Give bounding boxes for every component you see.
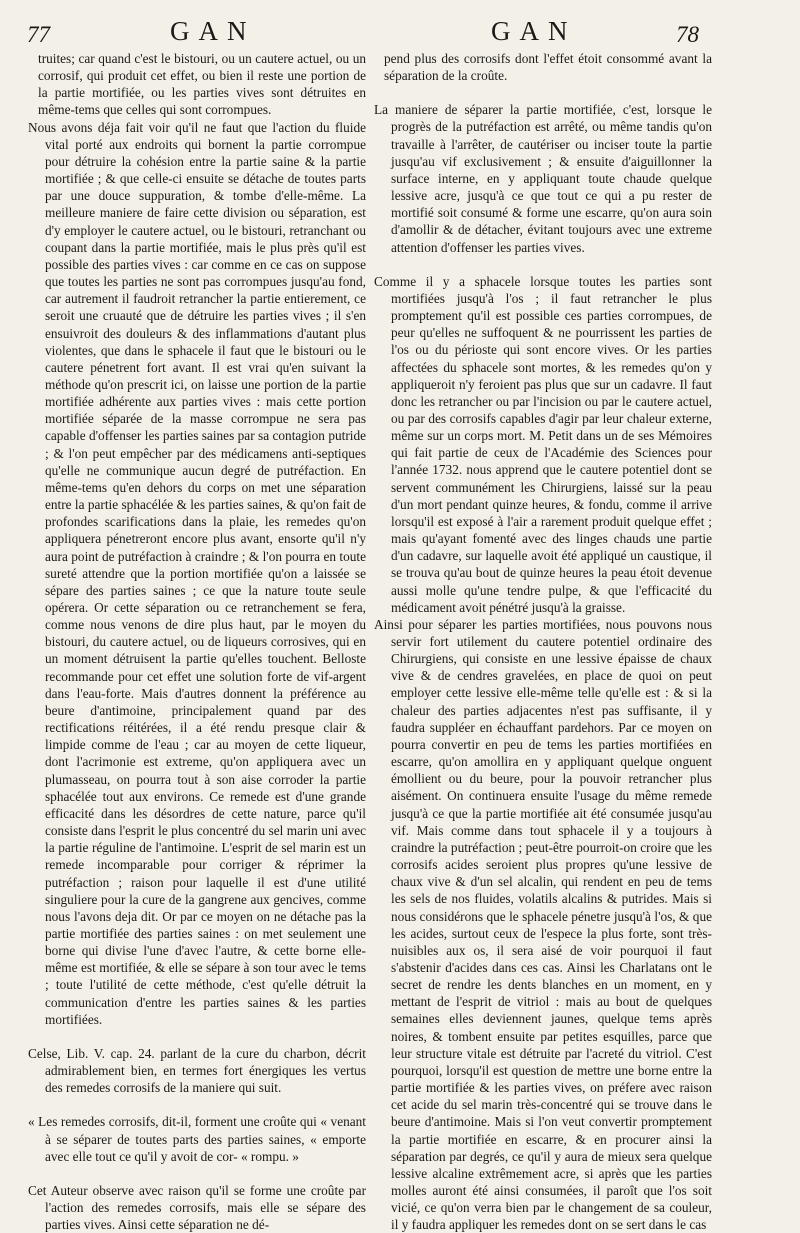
paragraph: Comme il y a sphacele lorsque toutes les parties sont mortifiées jusqu'à l'os ; il faut retrancher le plus promptement qu'il est possible ces parties corrompues, de peur qu'elles ne suffoquent & ne pourrissent les parties de l'os ou du périoste qui sont encore vives. Or les parties affectées du sphacele sont mortes, & les remedes qu'on y appliqueroit n'y feroient pas plus que sur un cadavre. Il faut donc les retrancher ou par l'incision ou par le cautere actuel, ou par des corrosifs capables d'agir par leur chaleur externe, même sur un corps mort. M. Petit dans un de ses Mémoires qui fait partie de ceux de l'Académie des Sciences pour l'année 1732. nous apprend que le cautere potentiel dont se servent communément les Chirurgiens, laissé sur la peau d'un mort pendant quinze heures, & fondu, comme il arrive lorsqu'il est exposé à l'air a rarement produit quelque effet ; mais qu'ayant fomenté avec des linges chauds une partie d'un cadavre, sur laquelle avoit été appliqué un caustique, il se trouva qu'au bout de quinze heures la peau étoit devenue aussi molle qu'une tendre pulpe, & que l'efficacité du médicament avoit pénétré jusqu'à la graisse.: [374, 273, 712, 615]
quotation: « Les remedes corrosifs, dit-il, forment une croûte qui « venant à se séparer de toutes parts des parties saines, « emporte avec elle tout ce qu'il y avoit de cor- « rompu. »: [28, 1114, 366, 1164]
paragraph: Cet Auteur observe avec raison qu'il se forme une croûte par l'action des remedes corrosifs, mais elle se sépare des parties vives. Ainsi cette séparation ne dé-: [28, 1182, 366, 1233]
running-header: [0, 14, 800, 48]
running-title-left: GAN: [170, 16, 256, 46]
paragraph: truites; car quand c'est le bistouri, ou un cautere actuel, ou un corrosif, qui produit cet effet, ou bien il reste une portion de la partie mortifiée, ou les parties vives sont détruites en même-tems que celles qui sont corrompues.: [38, 51, 366, 118]
paragraph: Celse, Lib. V. cap. 24. parlant de la cure du charbon, décrit admirablement bien, en termes fort énergiques les vertus des remedes corrosifs de la maniere qui suit.: [28, 1045, 366, 1096]
paragraph: La maniere de séparer la partie mortifiée, c'est, lorsque le progrès de la putréfaction est arrêté, ou même tandis qu'on travaille à l'arrêter, de cautériser ou inciser toute la partie jusqu'au vif exclusivement ; & ensuite d'aiguillonner la surface interne, en y appliquant toute chaude quelque lessive acre, jusqu'à ce que tout ce qui a pu rester de mortifié soit consumé & forme une escarre, qu'on aura soin d'amollir & de détacher, évitant toujours avec une extreme attention d'offenser les parties vives.: [374, 102, 712, 255]
paragraph: pend plus des corrosifs dont l'effet étoit consommé avant la séparation de la croûte.: [384, 51, 712, 84]
right-column: [374, 50, 712, 1233]
paragraph: Nous avons déja fait voir qu'il ne faut que l'action du fluide vital porté aux endroits qui bornent la partie corrompue pour détruire la cohésion entre la partie saine & la partie mortifiée ; & que celle-ci ensuite se détache de toutes parts par une douce suppuration, & tombe d'elle-même. La meilleure maniere de faire cette division ou séparation, est d'y employer le cautere actuel, ou le bistouri, retranchant ou coupant dans la partie mortifiée, mais le plus près qu'il est possible des parties vives : car comme en ce cas on suppose que toutes les parties ne sont pas corrompues jusqu'au fond, car autrement il faudroit retrancher la partie entierement, ce seroit une cruauté que de détruire les parties vives ; il s'en ensuivroit des douleurs & des inflammations d'autant plus violentes, que dans le sphacele il faut que le bistouri ou le cautere pénetrent fort avant. Il est vrai qu'en suivant la méthode qu'on prescrit ici, on laisse une portion de la partie mortifiée adhérente aux parties vives : mais cette portion mortifiée séparée de la masse corrompue ne sera pas capable d'offenser les parties saines par sa contagion putride ; & l'on peut empêcher par des médicamens anti-septiques qu'elle ne communique aucun degré de putréfaction. En même-tems qu'en dehors du corps on met une séparation entre la partie sphacélée & les parties saines, & qu'on fait de profondes scarifications dans la plaie, les remedes qu'on appliquera pénetreront encore plus avant, ensorte qu'il n'y aura point de putréfaction à craindre ; & l'on pourra en toute sureté attendre que la portion mortifiée qu'on a laissée se sépare des parties saines ; ce que la nature toute seule opérera. Or cette séparation ou ce retranchement se fera, comme nous venons de dire plus haut, par le moyen du bistouri, du cautere actuel, ou de liqueurs corrosives, qui en un moment détruisent la partie qu'elles touchent. Belloste recommande pour cet effet une solution forte de vif-argent dans l'eau-forte. Mais d'autres donnent la préférence au beure d'antimoine, principalement quand par des rectifications réitérées, il a été rendu presque clair & limpide comme de l'eau ; car au moyen de cette liqueur, dont l'acrimonie est extreme, qu'on appliquera avec un plumasseau, on pourra tout à son aise corroder la partie sphacélée tout aux environs. Ce remede est d'une grande efficacité dans les désordres de cette nature, parce qu'il consiste dans l'esprit le plus concentré du sel marin uni avec la partie réguline de l'antimoine. L'esprit de sel marin est un remede incomparable pour corriger & réprimer la putréfaction ; raison pour laquelle il est d'une utilité singuliere pour la cure de la gangrene aux gencives, comme nous l'avons deja dit. Or par ce moyen on ne détache pas la partie mortifiée des parties saines : on met seulement une borne qui divise l'une d'avec l'autre, & cette borne elle-même est mortifiée, & elle se sépare à son tour avec le tems ; toute l'utilité de cette méthode, c'est qu'elle détruit la communication d'entre les parties saines & les parties mortifiées.: [28, 119, 366, 1027]
page-number-right: 78: [676, 22, 699, 47]
running-title-right: GAN: [491, 16, 577, 46]
left-column: [28, 50, 366, 1233]
paragraph: Ainsi pour séparer les parties mortifiées, nous pouvons nous servir fort utilement du cautere potentiel ordinaire des Chirurgiens, qui consiste en une lessive épaisse de chaux vive & de cendres gravelées, en place de quoi on peut employer cette lessive elle-même telle qu'elle est : & si la chaleur des parties adjacentes n'est pas suffisante, il y faudra suppléer en échauffant pardehors. Par ce moyen on pourra convertir en peu de tems les parties mortifiées en escarre, qu'on amollira en y appliquant quelque onguent émollient ou du beure, pour la pouvoir retrancher plus aisément. On continuera ensuite l'usage du même remede jusqu'à ce que la partie mortifiée ait été consumée jusqu'au vif. Mais comme dans tout sphacele il y a toujours à craindre la putréfaction ; peut-être pourroit-on croire que les corrosifs acides seroient plus propres qu'une lessive de chaux vive & d'un sel alcalin, qui rendent en peu de tems les sels de nos fluides, volatils alcalins & putrides. Mais si nous considérons que le sphacele pénetre jusqu'à l'os, & que les acides, surtout ceux de l'espece la plus forte, sont très-nuisibles aux os, il sera aisé de voir pourquoi il faut s'abstenir d'acides dans ces cas. Ainsi les Charlatans ont le secret de rendre les dents blanches en un moment, en y mettant de l'esprit de vitriol : mais au bout de quelques semaines elles deviennent jaunes, quelque tems après noires, & tombent ensuite par petites esquilles, parce que leur structure vitale est détruite par l'acreté du vitriol. C'est pourquoi, lorsqu'il est question de mettre une borne entre la partie mortifiée & les parties vives, on préfere avec raison cet acide du sel marin très-concentré qui se trouve dans le beure d'antimoine. Mais si l'on veut convertir promptement la partie mortifiée en escarre, & en procurer ainsi la séparation par degrés, ce qu'il y aura de mieux sera quelque lessive alcaline extrêmement acre, si après que les parties molles auront été ainsi consumées, il paroît que l'os soit vicié, ce qu'on verra bien par le changement de sa couleur, il y faudra appliquer les remedes dont on se sert dans le cas: [374, 616, 712, 1233]
page-number-left: 77: [27, 22, 50, 47]
